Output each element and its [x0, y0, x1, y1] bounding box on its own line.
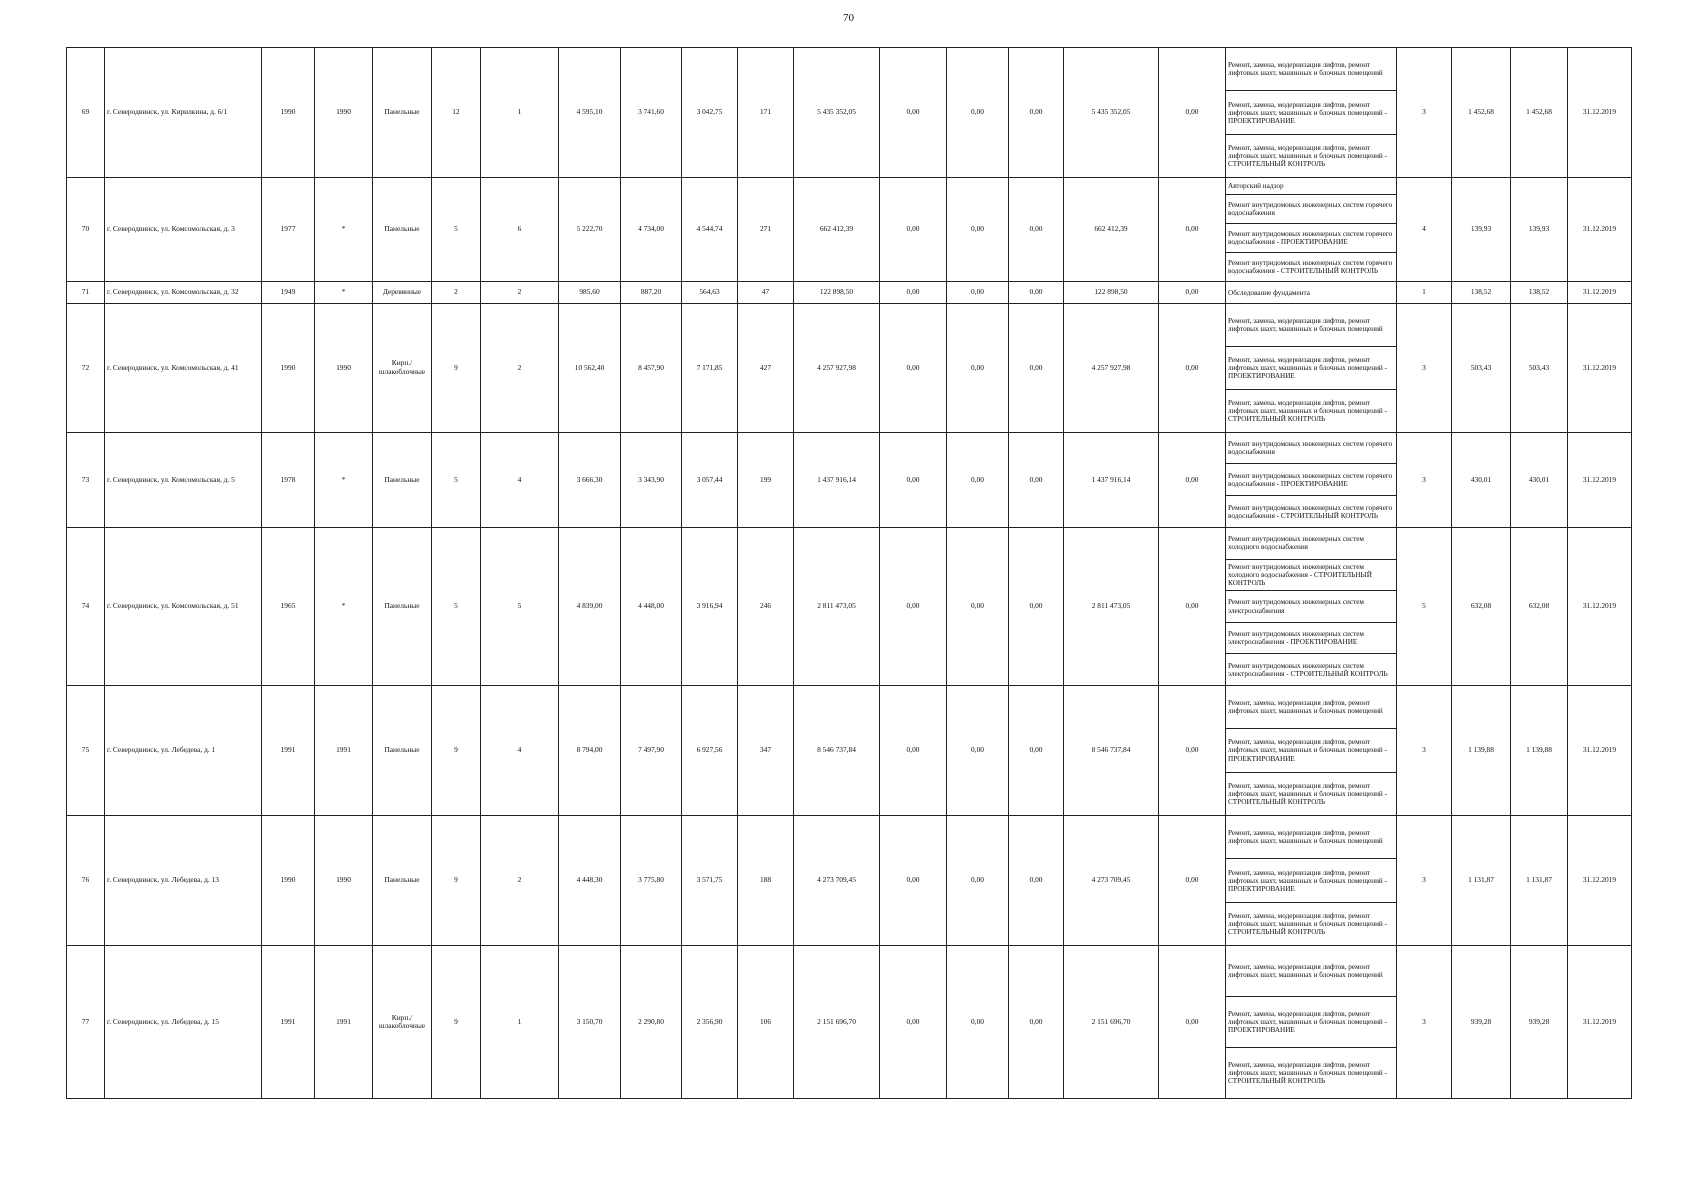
year-built-cell: 1990 [262, 816, 315, 946]
residential-area-cell: 3 741,60 [621, 48, 682, 178]
work-item: Ремонт внутридомовых инженерных систем горячего водоснабжения [1226, 195, 1396, 224]
unit-cost-cell: 138,52 [1452, 281, 1511, 303]
federal-fund-cell: 0,00 [880, 946, 947, 1099]
owners-area-cell: 3 571,75 [682, 816, 738, 946]
residential-area-cell: 8 457,90 [621, 304, 682, 432]
total-area-cell: 4 595,10 [559, 48, 621, 178]
total-cost-cell: 122 898,50 [794, 281, 880, 303]
owners-area-cell: 3 042,75 [682, 48, 738, 178]
owners-area-cell: 3 057,44 [682, 432, 738, 528]
residential-area-cell: 4 448,00 [621, 528, 682, 686]
work-item: Ремонт, замена, модернизация лифтов, ремонт лифтовых шахт, машинных и блочных помещений - СТРОИТЕЛЬНЫЙ КОНТРОЛЬ [1228, 398, 1387, 423]
works-list-cell [1226, 178, 1397, 282]
work-item: Ремонт, замена, модернизация лифтов, ремонт лифтовых шахт, машинных и блочных помещений [1226, 686, 1396, 729]
year-built-cell: 1990 [262, 304, 315, 432]
entrances-cell: 5 [481, 528, 559, 686]
max-cost-cell: 139,93 [1511, 178, 1568, 282]
regional-budget-cell: 0,00 [947, 685, 1009, 815]
work-item: Ремонт, замена, модернизация лифтов, ремонт лифтовых шахт, машинных и блочных помещений - СТРОИТЕЛЬНЫЙ КОНТРОЛЬ [1228, 781, 1387, 806]
address-cell: г. Северодвинск, ул. Комсомольская, д. 41 [105, 304, 262, 432]
floors-cell: 2 [432, 281, 481, 303]
works-list-cell [1226, 528, 1397, 686]
entrances-cell: 1 [481, 946, 559, 1099]
entrances-cell: 2 [481, 816, 559, 946]
total-cost-cell: 4 257 927,98 [794, 304, 880, 432]
works-list [1226, 48, 1396, 177]
unit-cost-cell: 139,93 [1452, 178, 1511, 282]
work-item: Ремонт внутридомовых инженерных систем горячего водоснабжения [1226, 433, 1396, 465]
total-cost-cell: 2 151 696,70 [794, 946, 880, 1099]
address-cell: г. Северодвинск, ул. Лебедева, д. 1 [105, 685, 262, 815]
floors-cell: 5 [432, 178, 481, 282]
entrances-cell: 4 [481, 685, 559, 815]
year-built-cell: 1991 [262, 946, 315, 1099]
total-area-cell: 4 448,30 [559, 816, 621, 946]
max-cost-cell: 1 452,68 [1511, 48, 1568, 178]
work-item: Ремонт внутридомовых инженерных систем холодного водоснабжения [1226, 528, 1396, 560]
local-budget-cell: 0,00 [1009, 816, 1064, 946]
row-number: 76 [67, 816, 105, 946]
total-area-cell: 3 666,30 [559, 432, 621, 528]
max-cost-cell: 430,01 [1511, 432, 1568, 528]
works-count-cell: 1 [1397, 281, 1452, 303]
regional-budget-cell: 0,00 [947, 946, 1009, 1099]
owners-funds-cell: 4 257 927,98 [1064, 304, 1159, 432]
work-item: Обследование фундамента [1228, 288, 1310, 297]
max-cost-cell: 503,43 [1511, 304, 1568, 432]
year-built-cell: 1949 [262, 281, 315, 303]
works-list-cell [1226, 816, 1397, 946]
floors-cell: 5 [432, 528, 481, 686]
local-budget-cell: 0,00 [1009, 685, 1064, 815]
entrances-cell: 6 [481, 178, 559, 282]
residents-cell: 47 [738, 281, 794, 303]
unit-cost-cell: 1 139,88 [1452, 685, 1511, 815]
residents-cell: 188 [738, 816, 794, 946]
owners-area-cell: 3 916,94 [682, 528, 738, 686]
unit-cost-cell: 1 452,68 [1452, 48, 1511, 178]
year-repair-cell: 1990 [315, 48, 373, 178]
floors-cell: 9 [432, 304, 481, 432]
residential-area-cell: 3 343,90 [621, 432, 682, 528]
regional-budget-cell: 0,00 [947, 281, 1009, 303]
work-item: Ремонт, замена, модернизация лифтов, ремонт лифтовых шахт, машинных и блочных помещений - ПРОЕКТИРОВАНИЕ [1226, 347, 1396, 390]
works-list [1226, 946, 1396, 1098]
deadline-cell: 31.12.2019 [1568, 816, 1632, 946]
table-row [67, 528, 1632, 686]
year-built-cell: 1991 [262, 685, 315, 815]
works-list [1226, 816, 1396, 945]
local-budget-cell: 0,00 [1009, 178, 1064, 282]
total-cost-cell: 662 412,39 [794, 178, 880, 282]
owners-area-cell: 4 544,74 [682, 178, 738, 282]
table-row [67, 432, 1632, 528]
entrances-cell: 2 [481, 304, 559, 432]
total-cost-cell: 2 811 473,05 [794, 528, 880, 686]
works-list [1226, 304, 1396, 431]
residents-cell: 199 [738, 432, 794, 528]
owners-funds-cell: 662 412,39 [1064, 178, 1159, 282]
regional-budget-cell: 0,00 [947, 178, 1009, 282]
other-sources-cell: 0,00 [1159, 304, 1226, 432]
local-budget-cell: 0,00 [1009, 304, 1064, 432]
works-count-cell: 3 [1397, 816, 1452, 946]
work-item: Ремонт, замена, модернизация лифтов, ремонт лифтовых шахт, машинных и блочных помещений [1226, 946, 1396, 997]
max-cost-cell: 632,08 [1511, 528, 1568, 686]
work-item: Ремонт внутридомовых инженерных систем горячего водоснабжения - ПРОЕКТИРОВАНИЕ [1226, 224, 1396, 253]
address-cell: г. Северодвинск, ул. Комсомольская, д. 3 [105, 178, 262, 282]
floors-cell: 9 [432, 816, 481, 946]
work-item: Ремонт, замена, модернизация лифтов, ремонт лифтовых шахт, машинных и блочных помещений [1226, 816, 1396, 859]
total-cost-cell: 5 435 352,05 [794, 48, 880, 178]
wall-material-cell: Кирп./ шлакоблочные [373, 304, 432, 432]
local-budget-cell: 0,00 [1009, 528, 1064, 686]
deadline-cell: 31.12.2019 [1568, 946, 1632, 1099]
owners-funds-cell: 2 151 696,70 [1064, 946, 1159, 1099]
table-row [67, 48, 1632, 178]
works-count-cell: 3 [1397, 432, 1452, 528]
works-count-cell: 5 [1397, 528, 1452, 686]
residents-cell: 427 [738, 304, 794, 432]
row-number: 75 [67, 685, 105, 815]
year-repair-cell: * [315, 178, 373, 282]
work-item: Ремонт, замена, модернизация лифтов, ремонт лифтовых шахт, машинных и блочных помещений [1226, 304, 1396, 347]
owners-area-cell: 7 171,85 [682, 304, 738, 432]
other-sources-cell: 0,00 [1159, 685, 1226, 815]
work-item: Ремонт внутридомовых инженерных систем холодного водоснабжения - СТРОИТЕЛЬНЫЙ КОНТРОЛЬ [1226, 560, 1396, 592]
federal-fund-cell: 0,00 [880, 816, 947, 946]
federal-fund-cell: 0,00 [880, 281, 947, 303]
works-count-cell: 3 [1397, 685, 1452, 815]
residents-cell: 347 [738, 685, 794, 815]
owners-funds-cell: 8 546 737,84 [1064, 685, 1159, 815]
address-cell: г. Северодвинск, ул. Комсомольская, д. 32 [105, 281, 262, 303]
total-area-cell: 4 839,00 [559, 528, 621, 686]
works-list [1226, 178, 1396, 281]
wall-material-cell: Панельные [373, 178, 432, 282]
owners-funds-cell: 1 437 916,14 [1064, 432, 1159, 528]
row-number: 77 [67, 946, 105, 1099]
local-budget-cell: 0,00 [1009, 946, 1064, 1099]
total-cost-cell: 4 273 709,45 [794, 816, 880, 946]
wall-material-cell: Деревянные [373, 281, 432, 303]
row-number: 71 [67, 281, 105, 303]
residential-area-cell: 3 775,80 [621, 816, 682, 946]
wall-material-cell: Панельные [373, 48, 432, 178]
federal-fund-cell: 0,00 [880, 48, 947, 178]
row-number: 70 [67, 178, 105, 282]
works-list-cell [1226, 48, 1397, 178]
federal-fund-cell: 0,00 [880, 432, 947, 528]
works-list [1226, 528, 1396, 685]
max-cost-cell: 1 139,88 [1511, 685, 1568, 815]
year-repair-cell: 1990 [315, 304, 373, 432]
local-budget-cell: 0,00 [1009, 281, 1064, 303]
works-count-cell: 3 [1397, 304, 1452, 432]
regional-budget-cell: 0,00 [947, 816, 1009, 946]
floors-cell: 9 [432, 946, 481, 1099]
residents-cell: 246 [738, 528, 794, 686]
regional-budget-cell: 0,00 [947, 48, 1009, 178]
regional-budget-cell: 0,00 [947, 304, 1009, 432]
wall-material-cell: Панельные [373, 685, 432, 815]
work-item: Ремонт внутридомовых инженерных систем горячего водоснабжения - ПРОЕКТИРОВАНИЕ [1226, 464, 1396, 496]
residents-cell: 106 [738, 946, 794, 1099]
other-sources-cell: 0,00 [1159, 946, 1226, 1099]
capital-repair-table [66, 47, 1632, 1099]
address-cell: г. Северодвинск, ул. Комсомольская, д. 51 [105, 528, 262, 686]
other-sources-cell: 0,00 [1159, 178, 1226, 282]
deadline-cell: 31.12.2019 [1568, 178, 1632, 282]
deadline-cell: 31.12.2019 [1568, 281, 1632, 303]
federal-fund-cell: 0,00 [880, 304, 947, 432]
table-row [67, 178, 1632, 282]
year-built-cell: 1978 [262, 432, 315, 528]
year-built-cell: 1977 [262, 178, 315, 282]
wall-material-cell: Панельные [373, 528, 432, 686]
row-number: 72 [67, 304, 105, 432]
max-cost-cell: 138,52 [1511, 281, 1568, 303]
work-item: Ремонт, замена, модернизация лифтов, ремонт лифтовых шахт, машинных и блочных помещений - СТРОИТЕЛЬНЫЙ КОНТРОЛЬ [1228, 912, 1387, 937]
residents-cell: 171 [738, 48, 794, 178]
total-area-cell: 3 150,70 [559, 946, 621, 1099]
total-cost-cell: 8 546 737,84 [794, 685, 880, 815]
max-cost-cell: 1 131,87 [1511, 816, 1568, 946]
year-built-cell: 1990 [262, 48, 315, 178]
federal-fund-cell: 0,00 [880, 178, 947, 282]
address-cell: г. Северодвинск, ул. Лебедева, д. 13 [105, 816, 262, 946]
works-list-cell [1226, 685, 1397, 815]
row-number: 74 [67, 528, 105, 686]
page-number: 70 [843, 12, 854, 24]
work-item: Ремонт, замена, модернизация лифтов, ремонт лифтовых шахт, машинных и блочных помещений - СТРОИТЕЛЬНЫЙ КОНТРОЛЬ [1228, 1060, 1387, 1086]
federal-fund-cell: 0,00 [880, 528, 947, 686]
unit-cost-cell: 1 131,87 [1452, 816, 1511, 946]
table-row [67, 816, 1632, 946]
total-area-cell: 8 794,00 [559, 685, 621, 815]
works-list-cell [1226, 432, 1397, 528]
table-row [67, 304, 1632, 432]
other-sources-cell: 0,00 [1159, 432, 1226, 528]
works-count-cell: 3 [1397, 946, 1452, 1099]
work-item: Ремонт, замена, модернизация лифтов, ремонт лифтовых шахт, машинных и блочных помещений - ПРОЕКТИРОВАНИЕ [1226, 729, 1396, 772]
unit-cost-cell: 632,08 [1452, 528, 1511, 686]
year-repair-cell: * [315, 281, 373, 303]
address-cell: г. Северодвинск, ул. Лебедева, д. 15 [105, 946, 262, 1099]
table-row [67, 281, 1632, 303]
total-area-cell: 5 222,70 [559, 178, 621, 282]
deadline-cell: 31.12.2019 [1568, 432, 1632, 528]
owners-funds-cell: 4 273 709,45 [1064, 816, 1159, 946]
deadline-cell: 31.12.2019 [1568, 48, 1632, 178]
owners-area-cell: 6 927,56 [682, 685, 738, 815]
deadline-cell: 31.12.2019 [1568, 304, 1632, 432]
works-list-cell [1226, 304, 1397, 432]
works-list [1226, 282, 1396, 303]
work-item: Ремонт, замена, модернизация лифтов, ремонт лифтовых шахт, машинных и блочных помещений - СТРОИТЕЛЬНЫЙ КОНТРОЛЬ [1228, 143, 1387, 169]
work-item: Ремонт внутридомовых инженерных систем горячего водоснабжения - СТРОИТЕЛЬНЫЙ КОНТРОЛЬ [1228, 258, 1393, 275]
table-body [67, 48, 1632, 1099]
regional-budget-cell: 0,00 [947, 528, 1009, 686]
wall-material-cell: Панельные [373, 432, 432, 528]
address-cell: г. Северодвинск, ул. Комсомольская, д. 5 [105, 432, 262, 528]
max-cost-cell: 939,28 [1511, 946, 1568, 1099]
work-item: Ремонт внутридомовых инженерных систем электроснабжения [1226, 591, 1396, 623]
works-list [1226, 433, 1396, 528]
year-repair-cell: * [315, 432, 373, 528]
work-item: Ремонт, замена, модернизация лифтов, ремонт лифтовых шахт, машинных и блочных помещений [1226, 48, 1396, 91]
owners-area-cell: 2 356,90 [682, 946, 738, 1099]
floors-cell: 12 [432, 48, 481, 178]
year-built-cell: 1965 [262, 528, 315, 686]
works-list-cell [1226, 281, 1397, 303]
residential-area-cell: 2 290,80 [621, 946, 682, 1099]
total-cost-cell: 1 437 916,14 [794, 432, 880, 528]
total-area-cell: 10 562,40 [559, 304, 621, 432]
entrances-cell: 2 [481, 281, 559, 303]
work-item: Ремонт внутридомовых инженерных систем горячего водоснабжения - СТРОИТЕЛЬНЫЙ КОНТРОЛЬ [1228, 503, 1393, 520]
works-count-cell: 4 [1397, 178, 1452, 282]
entrances-cell: 1 [481, 48, 559, 178]
work-item: Ремонт, замена, модернизация лифтов, ремонт лифтовых шахт, машинных и блочных помещений - ПРОЕКТИРОВАНИЕ [1226, 859, 1396, 902]
total-area-cell: 985,60 [559, 281, 621, 303]
other-sources-cell: 0,00 [1159, 816, 1226, 946]
owners-area-cell: 564,63 [682, 281, 738, 303]
unit-cost-cell: 503,43 [1452, 304, 1511, 432]
floors-cell: 5 [432, 432, 481, 528]
row-number: 73 [67, 432, 105, 528]
entrances-cell: 4 [481, 432, 559, 528]
works-count-cell: 3 [1397, 48, 1452, 178]
federal-fund-cell: 0,00 [880, 685, 947, 815]
owners-funds-cell: 5 435 352,05 [1064, 48, 1159, 178]
floors-cell: 9 [432, 685, 481, 815]
wall-material-cell: Панельные [373, 816, 432, 946]
work-item: Ремонт внутридомовых инженерных систем электроснабжения - ПРОЕКТИРОВАНИЕ [1226, 623, 1396, 655]
local-budget-cell: 0,00 [1009, 48, 1064, 178]
table-row [67, 946, 1632, 1099]
work-item: Авторский надзор [1226, 178, 1396, 194]
deadline-cell: 31.12.2019 [1568, 528, 1632, 686]
residential-area-cell: 4 734,00 [621, 178, 682, 282]
other-sources-cell: 0,00 [1159, 48, 1226, 178]
unit-cost-cell: 430,01 [1452, 432, 1511, 528]
other-sources-cell: 0,00 [1159, 528, 1226, 686]
works-list [1226, 686, 1396, 815]
residential-area-cell: 7 497,90 [621, 685, 682, 815]
residents-cell: 271 [738, 178, 794, 282]
work-item: Ремонт внутридомовых инженерных систем электроснабжения - СТРОИТЕЛЬНЫЙ КОНТРОЛЬ [1228, 661, 1388, 678]
year-repair-cell: 1990 [315, 816, 373, 946]
regional-budget-cell: 0,00 [947, 432, 1009, 528]
year-repair-cell: * [315, 528, 373, 686]
address-cell: г. Северодвинск, ул. Кирилкина, д. 6/1 [105, 48, 262, 178]
owners-funds-cell: 2 811 473,05 [1064, 528, 1159, 686]
year-repair-cell: 1991 [315, 946, 373, 1099]
work-item: Ремонт, замена, модернизация лифтов, ремонт лифтовых шахт, машинных и блочных помещений - ПРОЕКТИРОВАНИЕ [1226, 91, 1396, 134]
local-budget-cell: 0,00 [1009, 432, 1064, 528]
works-list-cell [1226, 946, 1397, 1099]
unit-cost-cell: 939,28 [1452, 946, 1511, 1099]
row-number: 69 [67, 48, 105, 178]
deadline-cell: 31.12.2019 [1568, 685, 1632, 815]
wall-material-cell: Кирп./ шлакоблочные [373, 946, 432, 1099]
table-row [67, 685, 1632, 815]
year-repair-cell: 1991 [315, 685, 373, 815]
owners-funds-cell: 122 898,50 [1064, 281, 1159, 303]
other-sources-cell: 0,00 [1159, 281, 1226, 303]
work-item: Ремонт, замена, модернизация лифтов, ремонт лифтовых шахт, машинных и блочных помещений - ПРОЕКТИРОВАНИЕ [1226, 997, 1396, 1048]
residential-area-cell: 887,20 [621, 281, 682, 303]
